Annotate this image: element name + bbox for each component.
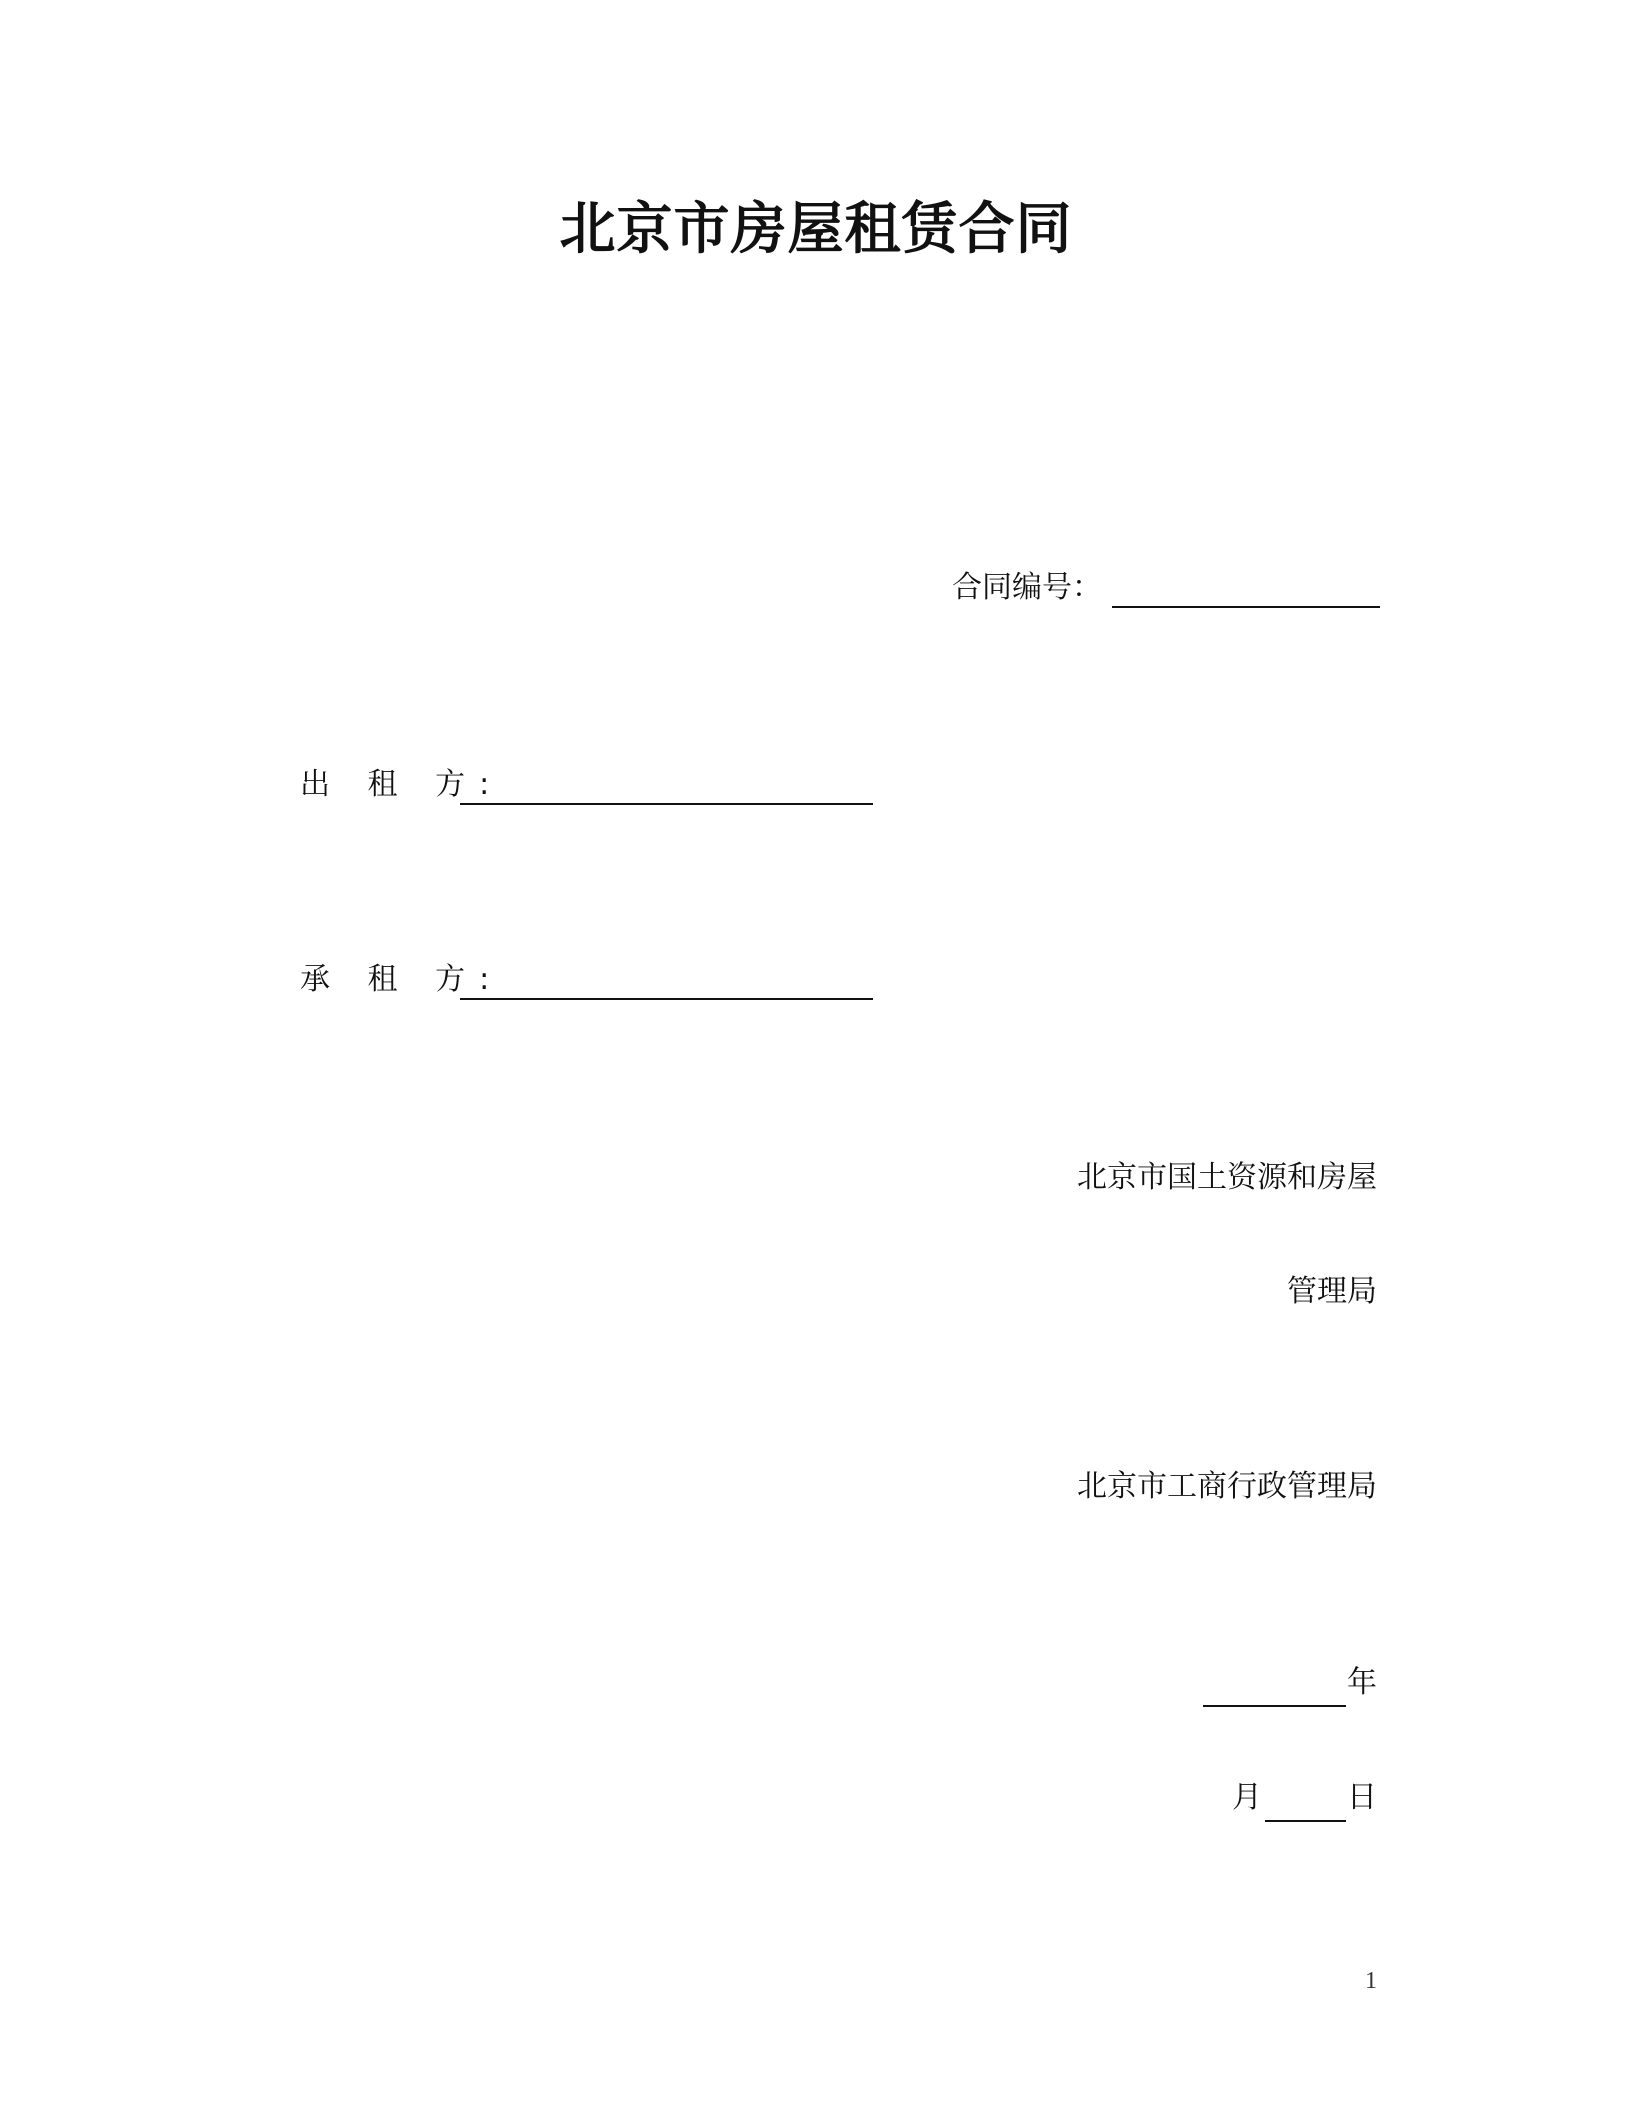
document-title: 北京市房屋租赁合同 <box>559 197 1073 262</box>
year-blank[interactable] <box>1203 1705 1346 1707</box>
month-day-blank[interactable] <box>1265 1820 1346 1822</box>
issuer-land-resources-line-2: 管理局 <box>1287 1274 1377 1309</box>
issuer-land-resources-line-1: 北京市国土资源和房屋 <box>1077 1160 1377 1195</box>
contract-number-label: 合同编号： <box>952 570 1102 605</box>
page-number: 1 <box>1365 1968 1377 1994</box>
lessor-label: 出 租 方: <box>300 767 504 802</box>
day-label: 日 <box>1347 1780 1377 1815</box>
lessor-blank[interactable] <box>460 803 873 805</box>
month-label: 月 <box>1232 1780 1262 1815</box>
lessee-label: 承 租 方: <box>300 962 504 997</box>
year-label: 年 <box>1347 1665 1377 1700</box>
contract-number-blank[interactable] <box>1112 606 1380 608</box>
issuer-industry-commerce: 北京市工商行政管理局 <box>1077 1469 1377 1504</box>
lessee-blank[interactable] <box>460 998 873 1000</box>
